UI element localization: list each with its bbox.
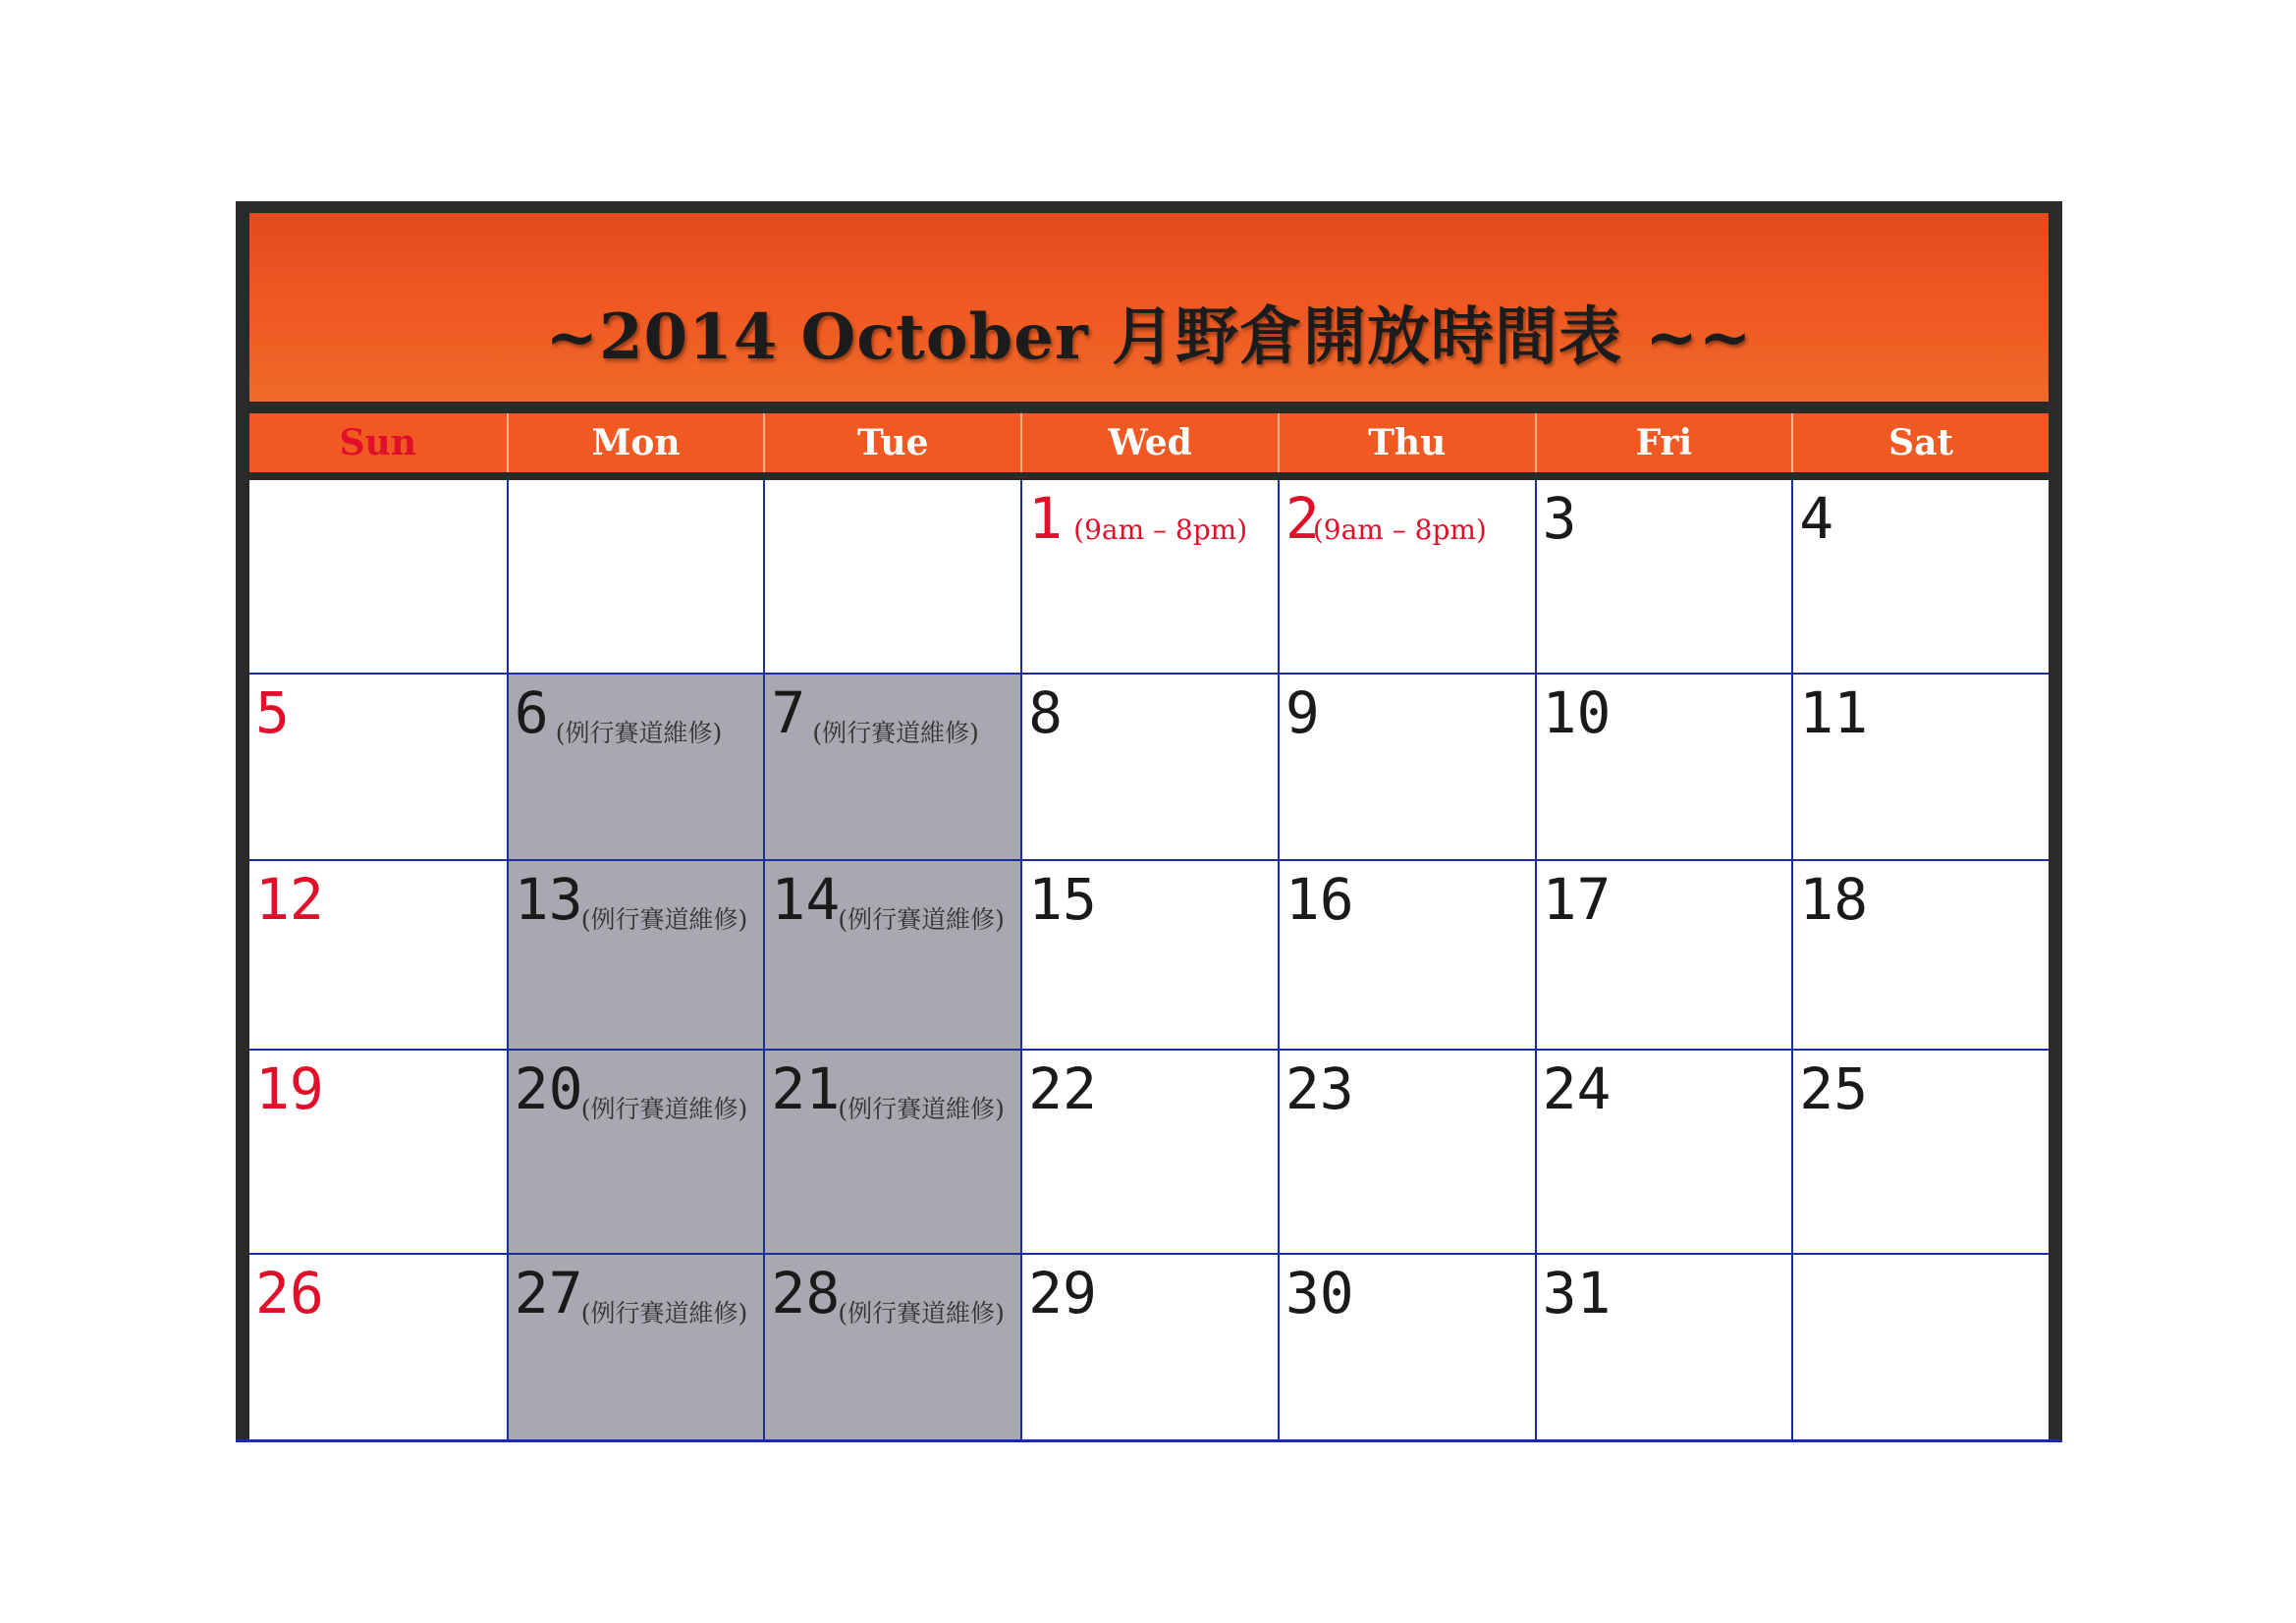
day-cell: [249, 673, 507, 859]
weekday-sat: Sat: [1791, 413, 2049, 472]
day-cell: [1791, 673, 2049, 859]
day-cell: [763, 673, 1020, 859]
day-number: 4: [1799, 485, 1834, 552]
maintenance-note: (例行賽道維修): [555, 719, 723, 747]
day-number: 11: [1799, 679, 1869, 746]
day-cell: [763, 859, 1020, 1049]
calendar-title: ~2014 October 月野倉開放時間表 ~~: [545, 300, 1753, 374]
day-number: 31: [1542, 1260, 1612, 1326]
day-cell: [249, 859, 507, 1049]
maintenance-note: (例行賽道維修): [812, 719, 979, 747]
day-number: 18: [1799, 866, 1869, 933]
day-number: 5: [255, 679, 290, 746]
weekday-sun: Sun: [339, 422, 417, 463]
weekday-wed: Wed: [1020, 413, 1278, 472]
maintenance-note: (例行賽道維修): [580, 1095, 748, 1123]
day-cell: [249, 1049, 507, 1253]
day-cell: [1020, 1049, 1278, 1253]
day-cell: [1535, 859, 1792, 1049]
day-cell: [507, 859, 764, 1049]
day-cell: [249, 1253, 507, 1442]
day-number: 30: [1285, 1260, 1354, 1326]
day-cell: [249, 480, 507, 673]
day-number: 17: [1542, 866, 1612, 933]
day-number: 8: [1028, 679, 1064, 746]
calendar-bottom-rule: [236, 1439, 2062, 1442]
day-number: 22: [1028, 1055, 1097, 1122]
weekday-thu: Thu: [1278, 413, 1535, 472]
day-cell: [1791, 859, 2049, 1049]
day-cell: [1791, 480, 2049, 673]
day-cell: [507, 1049, 764, 1253]
day-number: 21: [771, 1055, 841, 1122]
day-number: 1: [1028, 485, 1064, 552]
day-cell: [1278, 673, 1535, 859]
day-number: 20: [514, 1055, 583, 1122]
day-cell: [1535, 1049, 1792, 1253]
maintenance-note: (例行賽道維修): [838, 1299, 1005, 1327]
day-number: 7: [771, 679, 806, 746]
day-number: 3: [1542, 485, 1577, 552]
maintenance-note: (例行賽道維修): [838, 905, 1005, 934]
day-number: 28: [771, 1260, 841, 1326]
opening-hours-note: (9am – 8pm): [1073, 514, 1248, 546]
day-cell: [763, 480, 1020, 673]
maintenance-note: (例行賽道維修): [580, 1299, 748, 1327]
weekday-mon: Mon: [507, 413, 764, 472]
day-number: 26: [255, 1260, 324, 1326]
day-number: 19: [255, 1055, 324, 1122]
calendar: [236, 201, 2062, 1442]
weekday-header-row: [249, 413, 2049, 472]
day-number: 13: [514, 866, 583, 933]
day-cell: [1535, 1253, 1792, 1442]
day-cell: [1791, 1049, 2049, 1253]
day-cell: [1020, 1253, 1278, 1442]
day-cell: [507, 673, 764, 859]
day-number: 12: [255, 866, 324, 933]
day-cell: [1020, 480, 1278, 673]
day-number: 25: [1799, 1055, 1869, 1122]
maintenance-note: (例行賽道維修): [838, 1095, 1005, 1123]
opening-hours-note: (9am – 8pm): [1312, 514, 1487, 546]
day-cell: [763, 1049, 1020, 1253]
day-number: 16: [1285, 866, 1354, 933]
day-cell: [1791, 1253, 2049, 1442]
day-cell: [1278, 1253, 1535, 1442]
day-cell: [763, 1253, 1020, 1442]
day-cell: [1278, 1049, 1535, 1253]
day-cell: [1020, 859, 1278, 1049]
maintenance-note: (例行賽道維修): [580, 905, 748, 934]
day-number: 2: [1285, 485, 1320, 552]
weekday-fri: Fri: [1535, 413, 1792, 472]
day-cell: [1535, 673, 1792, 859]
day-number: 27: [514, 1260, 583, 1326]
day-cell: [1278, 859, 1535, 1049]
day-number: 9: [1285, 679, 1320, 746]
day-cell: [507, 1253, 764, 1442]
calendar-title-bar: [249, 213, 2049, 402]
weekday-tue: Tue: [763, 413, 1020, 472]
day-number: 23: [1285, 1055, 1354, 1122]
day-cell: [507, 480, 764, 673]
day-number: 10: [1542, 679, 1612, 746]
day-cell: [1278, 480, 1535, 673]
day-number: 24: [1542, 1055, 1612, 1122]
day-number: 6: [514, 679, 549, 746]
day-number: 15: [1028, 866, 1097, 933]
day-cell: [1535, 480, 1792, 673]
day-number: 14: [771, 866, 841, 933]
day-number: 29: [1028, 1260, 1097, 1326]
calendar-grid: [249, 480, 2049, 1442]
day-cell: [1020, 673, 1278, 859]
